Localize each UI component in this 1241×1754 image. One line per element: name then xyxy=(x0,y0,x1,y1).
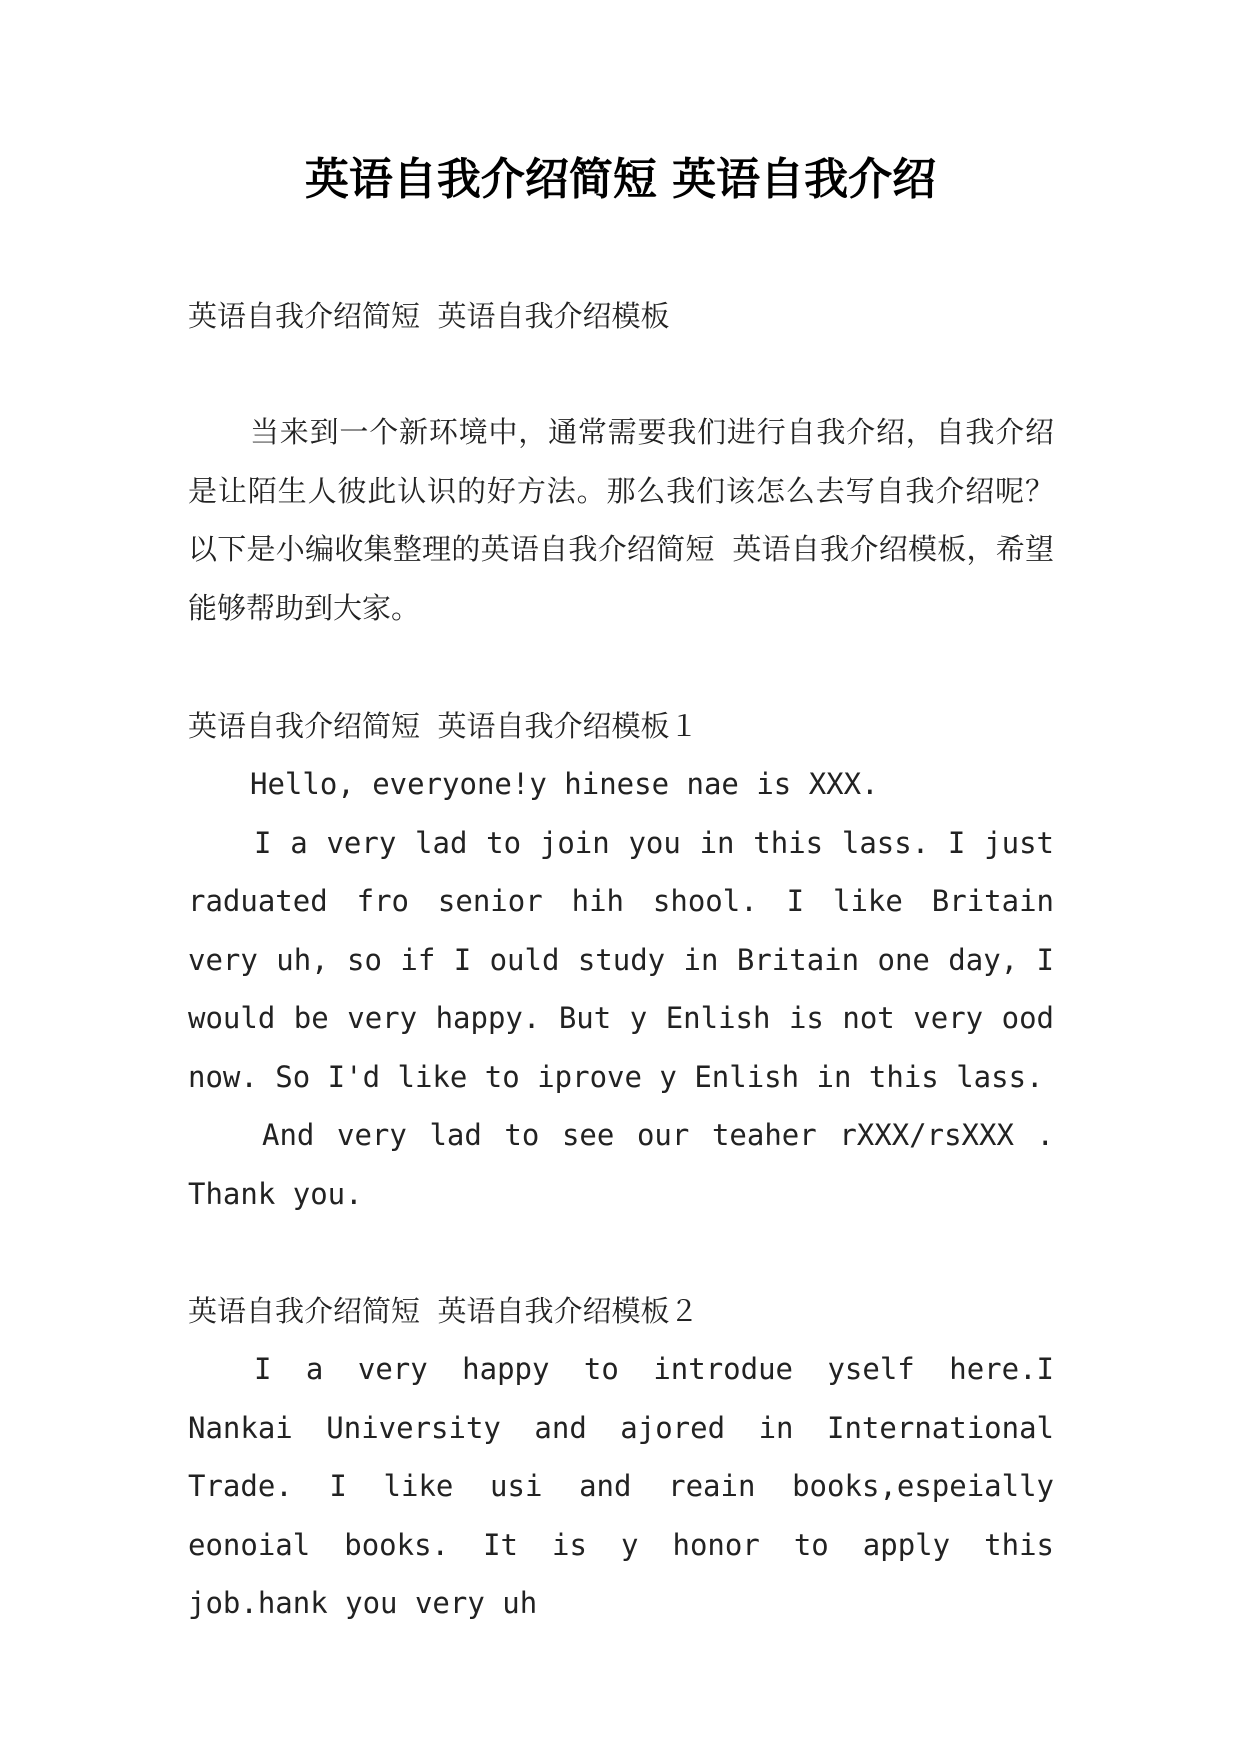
section-2-paragraph-1: I a very happy to introdue yself here.I Nankai University and ajored in International Trade. I like usi and reain books,espeially eonoial books. It is y honor to apply this job.hank you very uh xyxy=(188,1352,1054,1620)
section-1-paragraph-3: And very lad to see our teaher rXXX/rsXXX . Thank you. xyxy=(188,1118,1054,1211)
section-1-paragraph-2: I a very lad to join you in this lass. I just raduated fro senior hih shool. I like Britain very uh, so if I ould study in Britain one day, I would be very happy. But y Enlish is not very ood now. So I'd like to iprove y Enlish in this lass. xyxy=(188,825,1054,1094)
document-title: 英语自我介绍简短 英语自我介绍 xyxy=(304,154,937,205)
section-heading-2: 英语自我介绍简短 英语自我介绍模板２ xyxy=(188,1294,699,1328)
document-subtitle: 英语自我介绍简短 英语自我介绍模板 xyxy=(188,299,670,333)
section-body-2 xyxy=(188,1340,1054,1633)
intro-section xyxy=(188,403,1054,637)
section-heading-1: 英语自我介绍简短 英语自我介绍模板１ xyxy=(188,709,699,743)
intro-paragraph: 当来到一个新环境中，通常需要我们进行自我介绍，自我介绍是让陌生人彼此认识的好方法。那么我们该怎么去写自我介绍呢？以下是小编收集整理的英语自我介绍简短 英语自我介绍模板，希望能够帮助到大家。 xyxy=(188,415,1054,625)
section-body-1 xyxy=(188,755,1054,1223)
section-1-paragraph-1: Hello, everyone!y hinese nae is XXX. xyxy=(250,767,879,801)
